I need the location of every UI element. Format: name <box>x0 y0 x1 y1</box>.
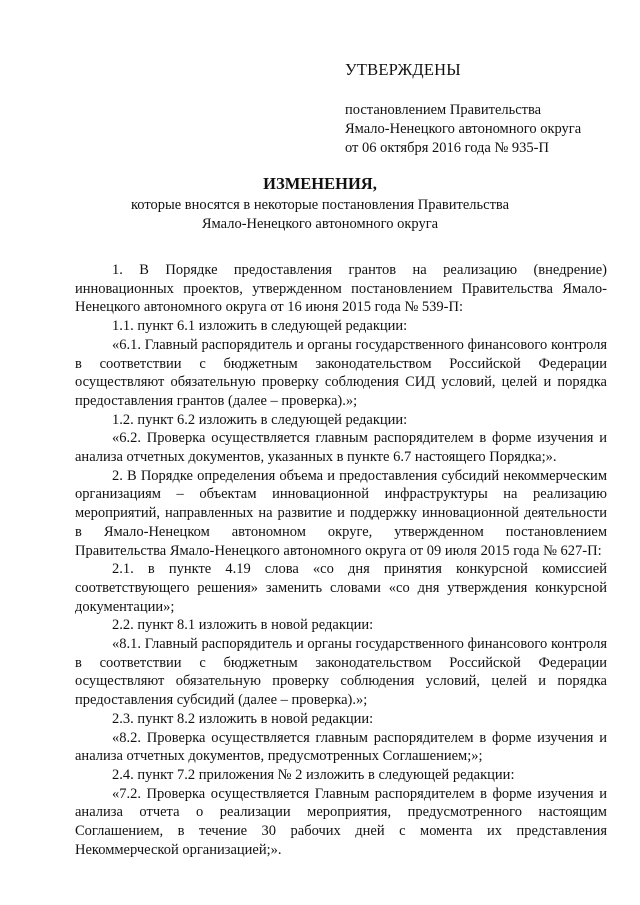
approval-line-3: от 06 октября 2016 года № 935-П <box>345 140 549 156</box>
paragraph-6-2-text: «6.2. Проверка осуществляется главным распорядителем в форме изучения и анализа отчетных документов, указанных в пункте 6.7 настоящего Порядка;». <box>75 430 607 466</box>
paragraph-1: 1. В Порядке предоставления грантов на реализацию (внедрение) инновационных проектов, утвержденном постановлением Правительства Ямало-Ненецкого автономного округа от 16 июня 2015 года № 539-П: <box>75 262 607 316</box>
paragraph-2-4: 2.4. пункт 7.2 приложения № 2 изложить в следующей редакции: <box>112 766 515 783</box>
paragraph-1-2: 1.2. пункт 6.2 изложить в следующей редакции: <box>112 411 408 428</box>
paragraph-2: 2. В Порядке определения объема и предоставления субсидий некоммерческим организациям – объектам инновационной инфраструктуры на реализацию мероприятий, направленных на развитие и поддержку инновационной деятельности в Ямало-Ненецком автономном округе, утвержденном постановлением Правительства Ямало-Ненецкого автономного округа от 09 июля 2015 года № 627-П: <box>75 467 607 559</box>
paragraph-2-1: 2.1. в пункте 4.19 слова «со дня принятия конкурсной комиссией соответствующего решения» заменить словами «со дня утверждения конкурсной документации»; <box>75 561 607 615</box>
paragraph-8-2-text: «8.2. Проверка осуществляется главным распорядителем в форме изучения и анализа отчетных документов, предусмотренных Соглашением;»; <box>75 729 607 765</box>
paragraph-8-1-text: «8.1. Главный распорядитель и органы государственного финансового контроля в соответствии с бюджетным законодательством Российской Федерации осуществляют обязательную проверку соблюдения условий, целей и порядка предоставления субсидий (далее – проверка).»; <box>75 636 607 709</box>
heading-subtitle-line-1: которые вносятся в некоторые постановления Правительства <box>130 197 510 213</box>
document-heading <box>0 174 640 234</box>
approval-line-1: постановлением Правительства <box>345 102 542 118</box>
heading-title: ИЗМЕНЕНИЯ, <box>263 174 377 193</box>
document-body <box>75 261 607 860</box>
paragraph-1-1: 1.1. пункт 6.1 изложить в следующей редакции: <box>112 318 408 335</box>
approval-block <box>345 60 625 158</box>
approval-line-2: Ямало-Ненецкого автономного округа <box>345 121 582 137</box>
heading-subtitle-line-2: Ямало-Ненецкого автономного округа <box>201 216 439 232</box>
paragraph-6-1-text: «6.1. Главный распорядитель и органы государственного финансового контроля в соответствии с бюджетным законодательством Российской Федерации осуществляют обязательную проверку соблюдения СИД условий, целей и порядка предоставления грантов (далее – проверка).»; <box>75 336 607 409</box>
paragraph-2-3: 2.3. пункт 8.2 изложить в новой редакции: <box>112 710 374 727</box>
paragraph-2-2: 2.2. пункт 8.1 изложить в новой редакции: <box>112 617 374 634</box>
paragraph-7-2-text: «7.2. Проверка осуществляется Главным распорядителем в форме изучения и анализа отчета о реализации мероприятия, предусмотренного настоящим Соглашением, в течение 30 рабочих дней с момента их представления Некоммерческой организацией;». <box>75 785 607 858</box>
approval-title: УТВЕРЖДЕНЫ <box>345 60 461 79</box>
